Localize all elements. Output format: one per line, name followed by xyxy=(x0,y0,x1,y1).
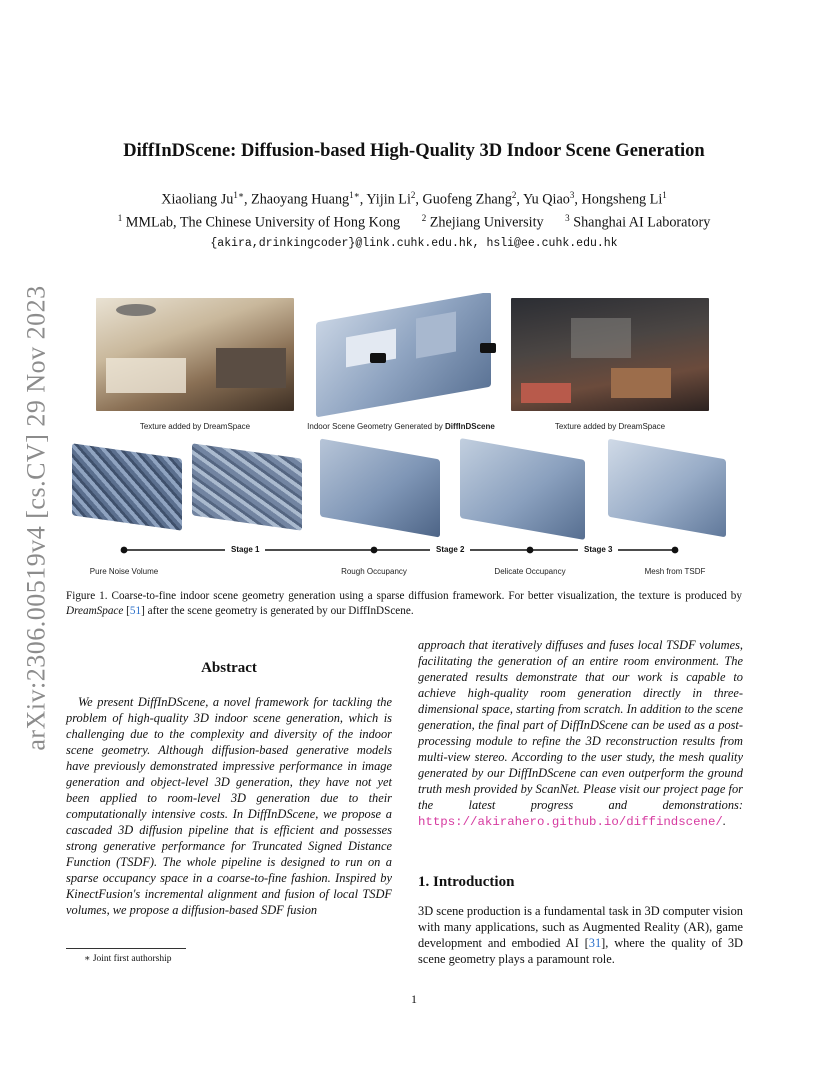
timeline-point xyxy=(527,547,534,554)
intro-text-a: 3D scene production is a fundamental task in 3D computer vision with many applications, such as Augmented Reality (AR), game development and embodied AI [ xyxy=(418,904,743,950)
affiliation-name: Shanghai AI Laboratory xyxy=(573,214,711,231)
abstract-right-column xyxy=(418,637,743,830)
volume-delicate-occupancy xyxy=(460,438,585,540)
author-name: Guofeng Zhang xyxy=(422,191,512,208)
arxiv-stamp xyxy=(22,278,52,758)
caption-center-bold: DiffInDScene xyxy=(445,422,495,431)
author-name: Yu Qiao xyxy=(523,191,570,208)
project-page-link[interactable]: https://akirahero.github.io/diffindscene/ xyxy=(418,815,723,829)
affiliation-sup: 2 xyxy=(421,213,427,223)
intro-text xyxy=(418,903,743,967)
volume-mesh xyxy=(608,439,726,538)
author-sup: 2 xyxy=(511,190,517,200)
abstract-left-text: We present DiffInDScene, a novel framework for tackling the problem of high-quality 3D indoor scene generation, which is challenging due to the complexity and diversity of the indoor scene geometry. Although diffusion-based generative models have previously demonstrated impressive performance in image generation and object-level 3D generation, they have not yet been applied to room-level 3D generation due to their computationally intensive costs. In DiffInDScene, we propose a cascaded 3D diffusion pipeline that is efficient and possesses strong generative performance for Truncated Signed Distance Function (TSDF). The whole pipeline is designed to run on a sparse occupancy space in a coarse-to-fine fashion. Inspired by KinectFusion's incremental alignment and fusion of local TSDF volumes, we propose a diffusion-based SDF fusion xyxy=(66,695,392,917)
author-name: Yijin Li xyxy=(366,191,411,208)
footnote: ∗ Joint first authorship xyxy=(84,954,172,964)
abstract-heading: Abstract xyxy=(201,660,257,676)
abstract-right-text xyxy=(418,637,743,830)
stage-label: Stage 3 xyxy=(578,545,618,554)
caption-center-render xyxy=(296,422,506,431)
camera-icon xyxy=(480,343,496,353)
affiliation-name: Zhejiang University xyxy=(429,214,544,231)
figure-caption-c: [ xyxy=(123,605,130,617)
caption-left-render: Texture added by DreamSpace xyxy=(139,422,251,431)
citation-link[interactable]: 31 xyxy=(588,936,602,950)
affiliation-sup: 3 xyxy=(565,213,570,223)
figure-caption-b: DreamSpace xyxy=(66,605,124,617)
author-sup: 1∗ xyxy=(233,190,244,200)
intro-heading: 1. Introduction xyxy=(418,874,515,890)
textured-render-right xyxy=(511,298,709,411)
footnote-rule xyxy=(66,948,186,949)
affiliation-name: MMLab, The Chinese University of Hong Kong xyxy=(125,214,401,231)
point-label: Mesh from TSDF xyxy=(644,567,706,576)
figure-caption-a: Figure 1. Coarse-to-fine indoor scene geometry generation using a sparse diffusion framework. For better visualization, the texture is produced by xyxy=(66,590,742,602)
abstract-right-body: approach that iteratively diffuses and fuses local TSDF volumes, facilitating the generation of an entire room environment. The generated results demonstrate that our work is capable to achieve high-quality room generation directly in three-dimensional space, starting from scratch. In addition to the scene generation, the final part of DiffInDScene can be used as a post-processing module to refine the 3D reconstruction results from multi-view stereo. According to the user study, the mesh quality generated by our DiffInDScene can even outperform the ground truth mesh provided by ScanNet. Please visit our project page for the latest progress and demonstrations: xyxy=(418,638,743,812)
timeline-point xyxy=(121,547,128,554)
stage-label: Stage 1 xyxy=(225,545,265,554)
volume-rough xyxy=(192,443,302,530)
timeline-point xyxy=(672,547,679,554)
paper-title: DiffInDScene: Diffusion-based High-Quality 3D Indoor Scene Generation xyxy=(123,141,705,161)
camera-icon xyxy=(370,353,386,363)
point-label: Rough Occupancy xyxy=(341,567,407,576)
arxiv-stamp-text: arXiv:2306.00519v4 [cs.CV] 29 Nov 2023 xyxy=(22,285,52,751)
citation-link[interactable]: 51 xyxy=(129,605,142,617)
abstract-end: . xyxy=(722,814,726,828)
geometry-render-center xyxy=(306,293,501,420)
timeline-point xyxy=(371,547,378,554)
intro-text-b: ], where the quality of 3D scene geometry plays a paramount role. xyxy=(418,936,743,966)
author-sup: 3 xyxy=(569,190,575,200)
point-label: Delicate Occupancy xyxy=(494,567,566,576)
figure-caption-d: ] after the scene geometry is generated by our DiffInDScene. xyxy=(141,605,414,617)
stage-timeline xyxy=(0,540,828,560)
author-sup: 2 xyxy=(410,190,416,200)
volume-noise xyxy=(72,443,182,530)
figure-caption xyxy=(66,589,742,619)
affiliation-sup: 1 xyxy=(117,213,123,223)
caption-right-render: Texture added by DreamSpace xyxy=(554,422,666,431)
author-name: Zhaoyang Huang xyxy=(251,191,350,208)
author-name: Xiaoliang Ju xyxy=(161,191,234,208)
volume-rough-occupancy xyxy=(320,438,440,537)
stage-label: Stage 2 xyxy=(430,545,470,554)
affiliation-list xyxy=(60,213,768,232)
page-number: 1 xyxy=(411,992,417,1006)
author-sup: 1 xyxy=(662,190,667,200)
caption-center-prefix: Indoor Scene Geometry Generated by xyxy=(307,422,446,431)
textured-render-left xyxy=(96,298,294,411)
author-list: Xiaoliang $Ju^{1∗}$, Zhaoyang Huang$^{1∗}$, Yijin Li$^2$, Guofeng Zhang$^2$, Yu Qiao$^3$, Hongsheng Li$^1$ xyxy=(161,190,667,208)
author-emails: {akira,drinkingcoder}@link.cuhk.edu.hk, hsli@ee.cuhk.edu.hk xyxy=(210,237,618,250)
point-label: Pure Noise Volume xyxy=(89,567,159,576)
author-name: Hongsheng Li xyxy=(581,191,663,208)
abstract-left-column xyxy=(66,694,392,918)
author-sup: 1∗ xyxy=(349,190,360,200)
